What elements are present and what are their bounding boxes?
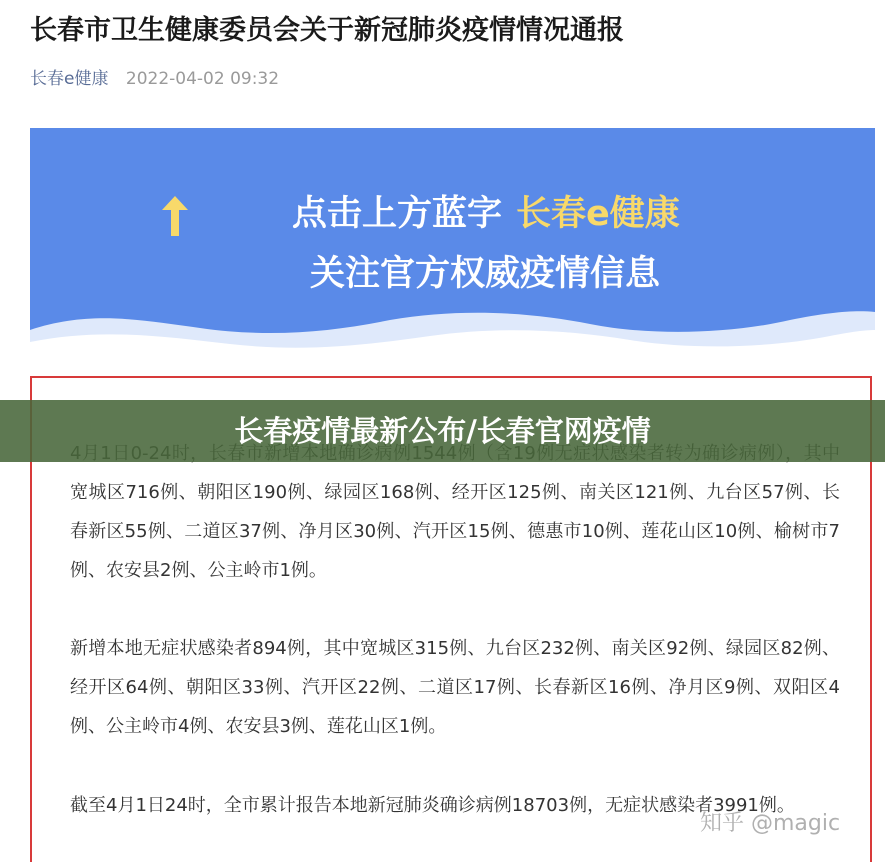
paragraph-asymptomatic: 新增本地无症状感染者894例，其中宽城区315例、九台区232例、南关区92例、绿园区82例、经开区64例、朝阳区33例、汽开区22例、二道区17例、长春新区16例、净月区9例、双阳区4例、公主岭市4例、农安县3例、莲花山区1例。 <box>70 638 840 737</box>
author-link[interactable]: 长春e健康 <box>30 69 109 89</box>
banner-wave <box>30 290 875 360</box>
article-title: 长春市卫生健康委员会关于新冠肺炎疫情情况通报 <box>30 15 624 46</box>
paragraph-cumulative: 截至4月1日24时，全市累计报告本地新冠肺炎确诊病例18703例，无症状感染者3991例。 <box>70 795 795 816</box>
banner-line-2: 关注官方权威疫情信息 <box>310 254 661 294</box>
paragraph-confirmed: 宽城区716例、朝阳区190例、绿园区168例、经开区125例、南关区121例、九台区57例、长春新区55例、二道区37例、净月区30例、汽开区15例、德惠市10例、莲花山区10例、榆树市7例、农安县2例、公主岭市1例。 <box>70 482 840 581</box>
article-meta <box>30 64 279 89</box>
follow-banner[interactable] <box>30 128 875 360</box>
watermark: 知乎 @magic <box>700 811 841 836</box>
banner-line-1 <box>292 186 680 236</box>
up-arrow-icon <box>162 196 188 236</box>
overlay-title: 长春疫情最新公布/长春官网疫情 <box>234 414 651 448</box>
publish-datetime: 2022-04-02 09:32 <box>125 69 280 89</box>
banner-prefix: 点击上方蓝字 <box>292 194 503 234</box>
banner-highlight: 长春e健康 <box>516 194 680 234</box>
